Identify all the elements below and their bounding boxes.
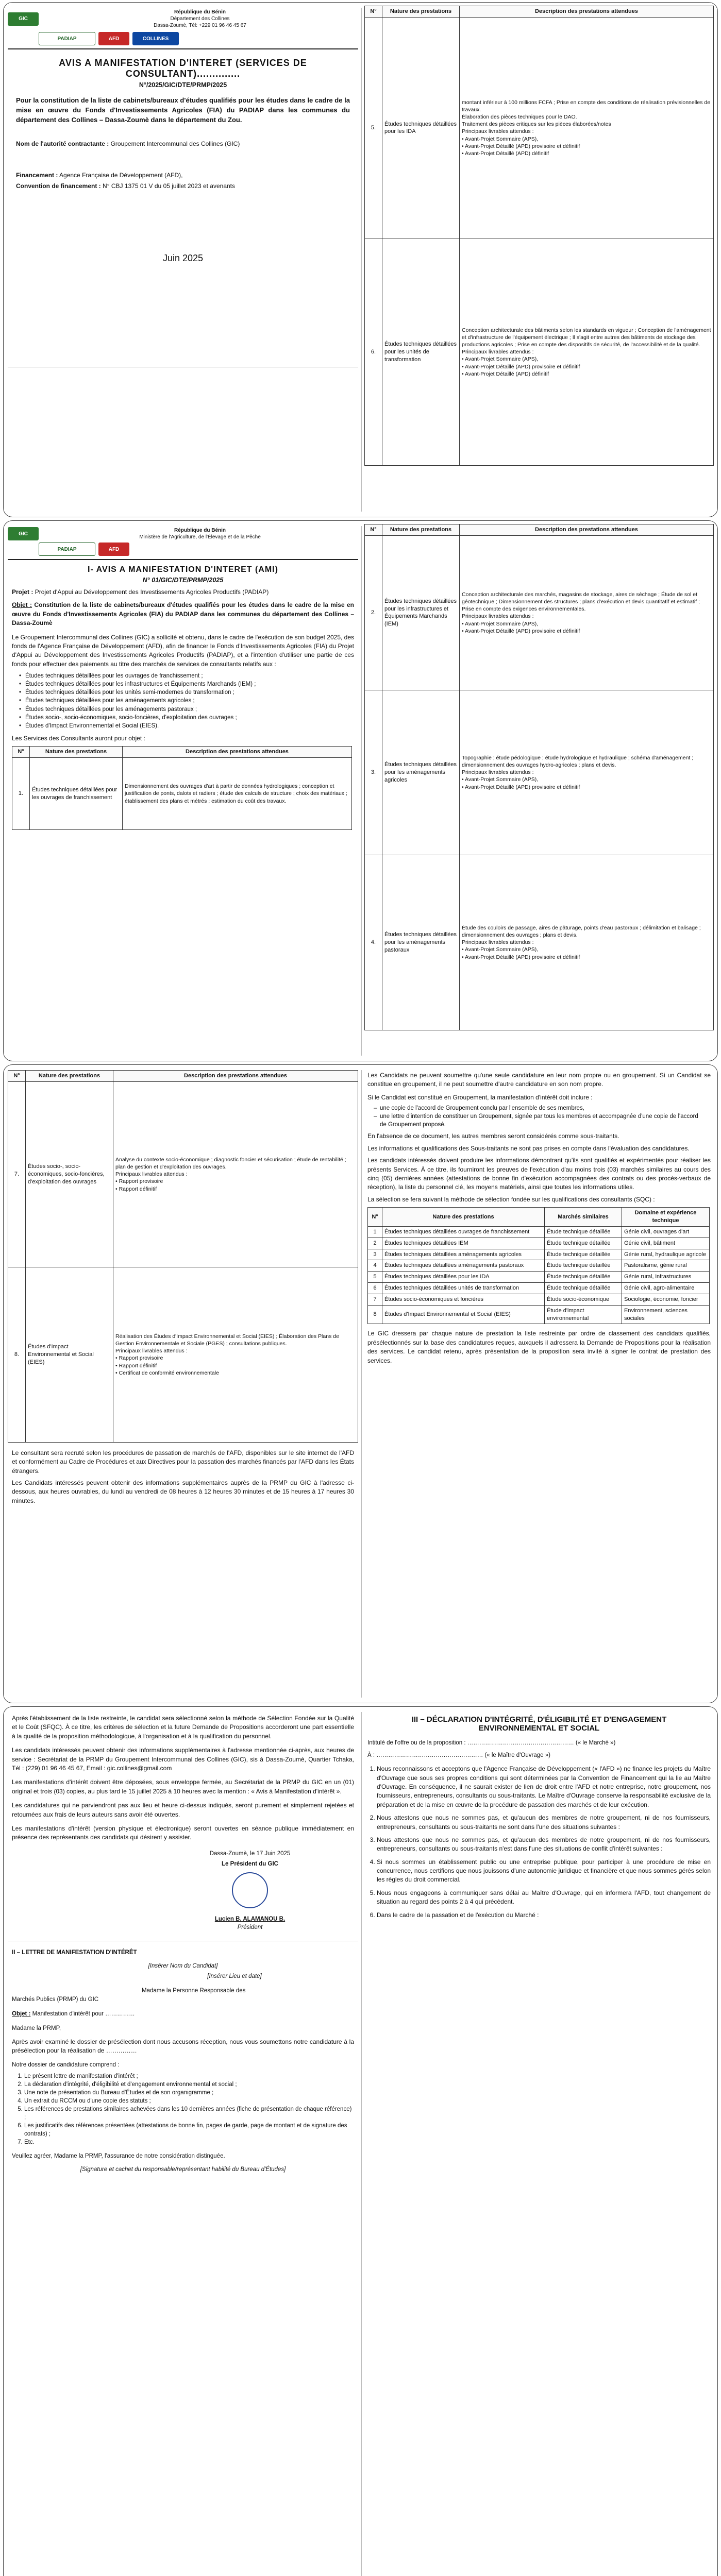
table1-row1-desc: montant inférieur à 100 millions FCFA ; Prise en compte des conditions de réalisation prévisionnelles de travaux. Élaboration des pièces techniques pour le DAO. Traitement des pièces critiques sur les pièces élaborées/notes Principaux livrables attendus : • Avant-Projet Sommaire (APS), • Avant-Projet Détaillé (APD) provisoire et définitif • Avant-Projet Détaillé (APD) définitif <box>460 17 714 239</box>
qual-cell-nature: Études techniques détaillées pour les IDA <box>382 1272 545 1283</box>
qual-cell-exp: Génie civil, bâtiment <box>622 1238 710 1249</box>
bottom-p12: Après l'établissement de la liste restreinte, le candidat sera sélectionné selon la méthode de Sélection Fondée sur la Qualité et le Coût (SFQC). À ce titre, les critères de sélection et la future Demande de Propositions accorderont une part essentielle à la qualité de la proposition méthodologique, à l'organisation et à la qualification du personnel. <box>12 1715 354 1740</box>
table3-row1-desc: Conception architecturale des marchés, magasins de stockage, aires de séchage ; Étude de sol et géotechnique ; Dimensionnement des structures ; plans d'exécution et devis quantitatif et estimatif ; Prise en compte des exigences environnementales. Principaux livrables attendus : • Avant-Projet Sommaire (APS), • Avant-Projet Détaillé (APD) provisoire et définitif <box>460 535 714 690</box>
qual-cell-sim: Étude d'impact environnemental <box>545 1305 622 1324</box>
table-row <box>368 1272 710 1283</box>
qual-cell-n: 4 <box>368 1260 382 1272</box>
qual-cell-nature: Études d'Impact Environnemental et Social (EIES) <box>382 1305 545 1324</box>
qual-cell-sim: Étude socio-économique <box>545 1294 622 1305</box>
sign-name: Lucien B. ALAMANOU B. <box>214 1916 286 1922</box>
table4-header-nature: Nature des prestations <box>26 1071 113 1082</box>
table4-row1-nature: Études socio-, socio-économiques, socio-foncières, d'exploitation des ouvrages <box>26 1081 113 1267</box>
table-row <box>365 690 714 855</box>
header-text-block <box>42 9 358 29</box>
table1-row1-n: 5. <box>365 17 382 239</box>
financing-label: Financement : <box>16 171 58 179</box>
letter-object-label: Objet : <box>12 2010 31 2017</box>
qual-cell-n: 8 <box>368 1305 382 1324</box>
notice1-object: Pour la constitution de la liste de cabinets/bureaux d'études qualifiés pour les études dans le cadre de la mise en œuvre du Fonds d'Investissements Agricoles (FIA) du PADIAP dans les communes du département des Collines – Dassa-Zoumè dans le département du Zou. <box>16 96 350 124</box>
list-item: 1. Le présent lettre de manifestation d'intérêt ; <box>24 2072 354 2080</box>
notice1-title: AVIS A MANIFESTATION D'INTERET (SERVICES DE CONSULTANT).............. <box>59 58 307 79</box>
column-divider <box>361 1070 362 1698</box>
left-column <box>8 1068 358 1700</box>
qual-cell-sim: Étude technique détaillée <box>545 1226 622 1238</box>
list-item: • Études techniques détaillées pour les aménagements agricoles ; <box>18 697 348 705</box>
table3-row1-n: 2. <box>365 535 382 690</box>
right1-p7: Les candidats intéressés doivent produire les informations démontrant qu'ils sont qualifiés et expérimentés pour réaliser les présents Services. À ce titre, ils fourniront les preuves de l'exécution d'au moins trois (03) marchés similaires au cours des cinq (05) dernières années (attestations de bonne fin d'exécution accompagnées des contrats ou des procès-verbaux de réception), la liste du personnel clé, les moyens matériels, ainsi que toutes les informations utiles. <box>367 1157 711 1191</box>
project-label: Projet : <box>12 588 33 596</box>
object2-label: Objet : <box>12 601 32 609</box>
letter-docs-list <box>24 2072 354 2147</box>
list-item: • Études techniques détaillées pour les aménagements pastoraux ; <box>18 705 348 714</box>
table-row <box>368 1283 710 1294</box>
column-divider <box>361 1712 362 2576</box>
table2-row1-nature: Études techniques détaillées pour les ouvrages de franchissement <box>30 758 123 830</box>
table-row <box>365 535 714 690</box>
qual-cell-n: 3 <box>368 1249 382 1260</box>
right1-p8: La sélection se fera suivant la méthode de sélection fondée sur les qualifications des consultants (SQC) : <box>367 1195 655 1203</box>
letter-to-1: Madame la Personne Responsable des <box>142 1988 246 1994</box>
study-list <box>18 672 348 730</box>
notice1-date: Juin 2025 <box>162 252 204 263</box>
table4-row1-desc: Analyse du contexte socio-économique ; diagnostic foncier et sécurisation ; étude de rentabilité ; plan de gestion et d'exploitation des ouvrages. Principaux livrables attendus : • Rapport provisoire • Rapport définitif <box>113 1081 358 1267</box>
qual-cell-nature: Études socio-économiques et foncières <box>382 1294 545 1305</box>
list-item: 4. Un extrait du RCCM ou d'une copie des statuts ; <box>24 2097 354 2105</box>
header-republic: République du Bénin <box>174 9 226 15</box>
qual-header-n: N° <box>368 1208 382 1227</box>
bottom-p14: Les manifestations d'intérêt doivent être déposées, sous enveloppe fermée, au Secrétariat de la PRMP du GIC en un (01) original et trois (03) copies, au plus tard le 15 juillet 2025 à 10 heures avec la mention : « Avis à Manifestation d'intérêt ». <box>12 1778 354 1795</box>
authority-label: Nom de l'autorité contractante : <box>16 140 109 147</box>
group-docs-list <box>373 1104 706 1129</box>
gic-logo: GIC <box>8 527 39 540</box>
left-column <box>8 1710 358 2576</box>
declaration-items <box>377 1765 711 1920</box>
table4-row2-n: 8. <box>8 1267 26 1442</box>
table4-header-desc: Description des prestations attendues <box>113 1071 358 1082</box>
table4-row2-nature: Études d'Impact Environnemental et Social (EIES) <box>26 1267 113 1442</box>
letter-sign: [Signature et cachet du responsable/représentant habilité du Bureau d'Études] <box>80 2166 286 2173</box>
table3-header-n: N° <box>365 524 382 536</box>
table3-header-desc: Description des prestations attendues <box>460 524 714 536</box>
qualification-table <box>367 1207 710 1324</box>
table2-row1-desc: Dimensionnement des ouvrages d'art à partir de données hydrologiques ; conception et justification de ponts, dalots et radiers ; étude des calculs de structure ; choix des matériaux ; établissement des plans et métrés ; estimation du coût des travaux. <box>123 758 352 830</box>
table2 <box>12 746 352 830</box>
table3 <box>364 524 714 1030</box>
signature-block <box>142 1850 358 1931</box>
afd-logo: AFD <box>98 32 129 45</box>
list-item: 5. Nous nous engageons à communiquer sans délai au Maître d'Ouvrage, qui en informera l'AFD, tout changement de situation au regard des points 2 à 4 qui précèdent. <box>377 1889 711 1907</box>
collines-logo: COLLINES <box>132 32 179 45</box>
table-row <box>368 1249 710 1260</box>
qual-header-nature: Nature des prestations <box>382 1208 545 1227</box>
qual-cell-exp: Pastoralisme, génie rural <box>622 1260 710 1272</box>
letter-to-2: Marchés Publics (PRMP) du GIC <box>12 1996 99 2003</box>
list-item: 6. Dans le cadre de la passation et de l'exécution du Marché : <box>377 1911 711 1920</box>
convention-value: N° CBJ 1375 01 V du 05 juillet 2023 et avenants <box>103 182 235 190</box>
right-column <box>364 524 714 1058</box>
left-column <box>8 524 358 1058</box>
notice2-p2: Les Services des Consultants auront pour objet : <box>12 734 145 742</box>
table3-row3-n: 4. <box>365 855 382 1030</box>
sign-role: Le Président du GIC <box>222 1860 278 1867</box>
table4-header-n: N° <box>8 1071 26 1082</box>
qual-cell-nature: Études techniques détaillées ouvrages de franchissement <box>382 1226 545 1238</box>
official-stamp <box>142 1872 358 1911</box>
table-row <box>365 855 714 1030</box>
list-item: – une copie de l'accord de Groupement conclu par l'ensemble de ses membres, <box>373 1104 706 1112</box>
qual-cell-n: 7 <box>368 1294 382 1305</box>
qual-cell-exp: Génie civil, agro-alimentaire <box>622 1283 710 1294</box>
qual-cell-exp: Sociologie, économie, foncier <box>622 1294 710 1305</box>
list-item: • Études techniques détaillées pour les unités semi-modernes de transformation ; <box>18 688 348 697</box>
authority-value: Groupement Intercommunal des Collines (GIC) <box>110 140 240 147</box>
table2-header-n: N° <box>12 747 30 758</box>
column-divider <box>361 526 362 1056</box>
object2-value: Constitution de la liste de cabinets/bureaux d'études qualifiés pour les études dans le cadre de la mise en œuvre du Fonds d'Investissements Agricoles (FIA) du PADIAP dans les communes du département des Collines – Dassa-Zoumè <box>12 601 354 627</box>
right1-p4: Si le Candidat est constitué en Groupement, la manifestation d'intérêt doit inclure : <box>367 1093 593 1101</box>
qual-cell-exp: Génie civil, ouvrages d'art <box>622 1226 710 1238</box>
table1-row1-nature: Études techniques détaillées pour les IDA <box>382 17 460 239</box>
sign-place: Dassa-Zoumè, le 17 Juin 2025 <box>209 1850 291 1857</box>
table-row <box>368 1294 710 1305</box>
notice2-p1: Le Groupement Intercommunal des Collines (GIC) a sollicité et obtenu, dans le cadre de l'exécution de son budget 2025, des fonds de l'Agence Française de Développement (AFD), afin de financer le Fonds d'Investissements Agricoles (FIA) du Projet d'Appui au Développement des Investissements Agricoles Productifs (PADIAP), et a l'intention d'utiliser une partie de ces fonds pour effectuer des paiements au titre des marchés de services de consultants relatifs aux : <box>12 633 355 668</box>
right-column <box>364 1068 714 1700</box>
afd-logo: AFD <box>98 543 129 556</box>
letter-salute: Madame la PRMP, <box>12 2025 61 2031</box>
list-item: • Études d'Impact Environnemental et Social (EIES). <box>18 722 348 730</box>
header-rule <box>8 48 358 49</box>
table3-header-nature: Nature des prestations <box>382 524 460 536</box>
padiap-logo: PADIAP <box>39 32 95 45</box>
right-column <box>364 1710 714 2576</box>
sign-title: Président <box>237 1924 263 1931</box>
qual-cell-nature: Études techniques détaillées aménagements pastoraux <box>382 1260 545 1272</box>
table-row <box>8 1081 358 1267</box>
bottom-p13: Les candidats intéressés peuvent obtenir des informations supplémentaires à l'adresse mentionnée ci-après, aux heures de service : Secrétariat de la PRMP du Groupement Intercommunal des Collines (GIC), sis à Dassa-Zoumè, Quartier Tchaka, Tél : (229) 01 96 46 45 67, Email : gic.collines@gmail.com <box>12 1747 354 1772</box>
table3-row3-desc: Étude des couloirs de passage, aires de pâturage, points d'eau pastoraux ; délimitation et balisage ; dimensionnement des ouvrages ; plans et devis. Principaux livrables attendus : • Avant-Projet Sommaire (APS), • Avant-Projet Détaillé (APD) provisoire et définitif <box>460 855 714 1030</box>
qual-header-exp: Domaine et expérience technique <box>622 1208 710 1227</box>
table3-row2-nature: Études techniques détaillées pour les aménagements agricoles <box>382 690 460 855</box>
column-divider <box>361 8 362 512</box>
partner-logos <box>39 543 327 556</box>
page-panel-2 <box>3 520 718 1061</box>
list-item: 2. Nous attestons que nous ne sommes pas, et qu'aucun des membres de notre groupement, ni de nos fournisseurs, entrepreneurs, consultants ou sous-traitants ne sont dans l'une des situations suivantes : <box>377 1814 711 1832</box>
qual-cell-nature: Études techniques détaillées aménagements agricoles <box>382 1249 545 1260</box>
declaration-intitule: Intitulé de l'offre ou de la proposition : ……………………………………………… (« le Marché ») <box>367 1740 616 1746</box>
table1-header-nature: Nature des prestations <box>382 6 460 18</box>
list-item: 3. Une note de présentation du Bureau d'Études et de son organigramme ; <box>24 2089 354 2097</box>
table2-header-nature: Nature des prestations <box>30 747 123 758</box>
left-column <box>8 6 358 514</box>
right1-p6: Les informations et qualifications des Sous-traitants ne sont pas prises en compte dans l'évaluation des candidatures. <box>367 1144 690 1152</box>
list-item: 4. Si nous sommes un établissement public ou une entreprise publique, pour participer à une procédure de mise en concurrence, nous certifions que nous jouissons d'une autonomie juridique et financière et que nous sommes gérés selon les règles du droit commercial. <box>377 1858 711 1885</box>
notice1-ref: N°/2025/GIC/DTE/PRMP/2025 <box>139 81 227 89</box>
qual-cell-exp: Génie rural, hydraulique agricole <box>622 1249 710 1260</box>
list-item: • Études techniques détaillées pour les ouvrages de franchissement ; <box>18 672 348 680</box>
table2-header-desc: Description des prestations attendues <box>123 747 352 758</box>
qual-cell-sim: Étude technique détaillée <box>545 1283 622 1294</box>
convention-label: Convention de financement : <box>16 182 101 190</box>
list-item: • Études techniques détaillées pour les infrastructures et Équipements Marchands (IEM) ; <box>18 680 348 688</box>
table-row <box>368 1305 710 1324</box>
letter-body2: Notre dossier de candidature comprend : <box>12 2061 120 2068</box>
table-row <box>368 1260 710 1272</box>
qual-cell-n: 5 <box>368 1272 382 1283</box>
gic-logo: GIC <box>8 12 39 26</box>
header-ministry: Ministère de l'Agriculture, de l'Élevage et de la Pêche <box>139 534 261 540</box>
notice2-ref: N° 01/GIC/DTE/PRMP/2025 <box>142 577 224 584</box>
declaration-heading: III – DÉCLARATION D'INTÉGRITÉ, D'ÉLIGIBILITÉ ET D'ENGAGEMENT ENVIRONNEMENTAL ET SOCIAL <box>411 1715 667 1733</box>
list-item: 2. La déclaration d'intégrité, d'éligibilité et d'engagement environnemental et social ; <box>24 2080 354 2089</box>
declaration-to: À : ……………………………………………… (« le Maître d'Ouvrage ») <box>367 1752 550 1759</box>
header-republic: République du Bénin <box>174 528 226 533</box>
page-panel-3 <box>3 1064 718 1703</box>
qual-cell-nature: Études techniques détaillées IEM <box>382 1238 545 1249</box>
page-panel-4 <box>3 1706 718 2576</box>
letter-closing: Veuillez agréer, Madame la PRMP, l'assurance de notre considération distinguée. <box>12 2153 225 2159</box>
right1-p9: Le GIC dressera par chaque nature de prestation la liste restreinte par ordre de classement des candidats qualifiés, présélectionnés sur la base des candidatures reçues, auxquels il adressera la Demande de Propositions pour la réalisation des services. Le candidat retenu, après présentation de la proposition sera invité à signer le contrat de prestation des services. <box>367 1330 711 1364</box>
table4-row1-n: 7. <box>8 1081 26 1267</box>
bottom-p16: Les manifestations d'intérêt (version physique et électronique) seront ouvertes en séance publique immédiatement en présence des représentants des candidats qui désirent y assister. <box>12 1824 354 1841</box>
qual-header-sim: Marchés similaires <box>545 1208 622 1227</box>
table1 <box>364 6 714 466</box>
letter-object: Manifestation d'intérêt pour …………… <box>32 2010 135 2017</box>
table-row <box>8 1267 358 1442</box>
letter-heading: II – LETTRE DE MANIFESTATION D'INTÉRÊT <box>12 1950 137 1956</box>
table2-row1-n: 1. <box>12 758 30 830</box>
header-address: Dassa-Zoumè, Tél: +229 01 96 46 45 67 <box>154 23 246 28</box>
header-dept: Département des Collines <box>170 16 230 22</box>
list-item: 7. Etc. <box>24 2138 354 2146</box>
right1-p3: Les Candidats ne peuvent soumettre qu'une seule candidature en leur nom propre ou en groupement. Si un Candidat se constitue en groupement, il ne peut soumettre d'autre candidature en son nom propre. <box>367 1072 711 1088</box>
table-row <box>12 758 352 830</box>
qualification-table-body <box>368 1226 710 1324</box>
table1-row2-n: 6. <box>365 239 382 465</box>
qual-cell-sim: Étude technique détaillée <box>545 1260 622 1272</box>
table4-row2-desc: Réalisation des Études d'Impact Environnemental et Social (EIES) ; Élaboration des Plans de Gestion Environnementale et Sociale (PGES) ; consultations publiques. Principaux livrables attendus : • Rapport provisoire • Rapport définitif • Certificat de conformité environnementale <box>113 1267 358 1442</box>
list-item: • Études socio-, socio-économiques, socio-foncières, d'exploitation des ouvrages ; <box>18 714 348 722</box>
qual-cell-n: 2 <box>368 1238 382 1249</box>
letter-body1: Après avoir examiné le dossier de présélection dont nous accusons réception, nous vous soumettons notre candidature à la présélection pour la réalisation de …………… <box>12 2038 354 2055</box>
bottom-p10: Le consultant sera recruté selon les procédures de passation de marchés de l'AFD, disponibles sur le site internet de l'AFD et conformément au Cadre de Procédures et aux Directives pour la passation des marchés financés par l'AFD dans les États étrangers. <box>12 1449 354 1475</box>
qual-cell-sim: Étude technique détaillée <box>545 1238 622 1249</box>
qual-cell-exp: Génie rural, infrastructures <box>622 1272 710 1283</box>
right-column <box>364 6 714 514</box>
table3-row1-nature: Études techniques détaillées pour les infrastructures et Équipements Marchands (IEM) <box>382 535 460 690</box>
financing-value: Agence Française de Développement (AFD), <box>59 171 183 179</box>
list-item: 1. Nous reconnaissons et acceptons que l'Agence Française de Développement (« l'AFD ») ne finance les projets du Maître d'Ouvrage que sous ses propres conditions qui sont déterminées par la Convention de Financement qui la lie au Maître d'Ouvrage. En conséquence, il ne saurait exister de lien de droit entre l'AFD et notre entreprise, notre groupement, nos fournisseurs, entrepreneurs, consultants ou sous-traitants. Le Maître d'Ouvrage conserve la responsabilité exclusive de la préparation et de la mise en œuvre de la procédure de passation des marchés et de leur exécution. <box>377 1765 711 1809</box>
table1-header-n: N° <box>365 6 382 18</box>
table1-header-desc: Description des prestations attendues <box>460 6 714 18</box>
list-item: 5. Les références de prestations similaires achevées dans les 10 dernières années (fiche de présentation de chaque référence) ; <box>24 2105 354 2122</box>
notice2-title: I- AVIS A MANIFESTATION D'INTERET (AMI) <box>88 565 278 574</box>
table-row <box>368 1238 710 1249</box>
letter-placeholder-place: [Insérer Lieu et date] <box>207 1973 262 1980</box>
list-item: – une lettre d'intention de constituer un Groupement, signée par tous les membres et accompagnée d'une copie de l'accord de Groupement proposé. <box>373 1112 706 1129</box>
qual-cell-n: 1 <box>368 1226 382 1238</box>
project-value: Projet d'Appui au Développement des Investissements Agricoles Productifs (PADIAP) <box>35 588 269 596</box>
table4 <box>8 1070 358 1443</box>
qual-cell-n: 6 <box>368 1283 382 1294</box>
bottom-p15: Les candidatures qui ne parviendront pas aux lieu et heure ci-dessus indiqués, seront purement et simplement rejetées et retournées aux frais de leurs auteurs sans avoir été ouvertes. <box>12 1802 354 1818</box>
table-row <box>365 239 714 465</box>
table3-row2-n: 3. <box>365 690 382 855</box>
table-row <box>365 17 714 239</box>
header-logos <box>8 9 358 29</box>
qual-cell-sim: Étude technique détaillée <box>545 1249 622 1260</box>
qual-cell-nature: Études techniques détaillées unités de transformation <box>382 1283 545 1294</box>
table3-row3-nature: Études techniques détaillées pour les aménagements pastoraux <box>382 855 460 1030</box>
partner-logos <box>39 32 327 45</box>
header-logos <box>8 527 358 540</box>
right1-p5: En l'absence de ce document, les autres membres seront considérés comme sous-traitants. <box>367 1132 619 1140</box>
table1-row2-desc: Conception architecturale des bâtiments selon les standards en vigueur ; Conception de l'aménagement et d'infrastructure de l'équipement électrique ; Il s'agit entre autres des bâtiments de stockage des productions agricoles ; Prise en compte des dispositifs de sécurité, de l'accessibilité et de la qualité. Principaux livrables attendus : • Avant-Projet Sommaire (APS), • Avant-Projet Détaillé (APD) provisoire et définitif • Avant-Projet Détaillé (APD) définitif <box>460 239 714 465</box>
bottom-p11: Les Candidats intéressés peuvent obtenir des informations supplémentaires auprès de la PRMP du GIC à l'adresse ci-dessous, aux heures ouvrables, du lundi au vendredi de 08 heures à 12 heures 30 minutes et de 15 heures à 17 heures 30 minutes. <box>12 1479 354 1504</box>
table1-row2-nature: Études techniques détaillées pour les unités de transformation <box>382 239 460 465</box>
page-panel-1 <box>3 2 718 517</box>
list-item: 6. Les justificatifs des références présentées (attestations de bonne fin, pages de garde, page de montant et de signature des contrats) ; <box>24 2122 354 2138</box>
table-row <box>368 1226 710 1238</box>
list-item: 3. Nous attestons que nous ne sommes pas, et qu'aucun des membres de notre groupement, ni de nos fournisseurs, entrepreneurs, consultants ou sous-traitants n'est dans l'une des situations de conflit d'intérêt suivantes : <box>377 1836 711 1854</box>
qual-cell-sim: Étude technique détaillée <box>545 1272 622 1283</box>
qual-cell-exp: Environnement, sciences sociales <box>622 1305 710 1324</box>
letter-placeholder-name: [Insérer Nom du Candidat] <box>148 1963 218 1970</box>
padiap-logo: PADIAP <box>39 543 95 556</box>
table3-row2-desc: Topographie ; étude pédologique ; étude hydrologique et hydraulique ; schéma d'aménagement ; dimensionnement des ouvrages hydro-agricoles ; plans et devis. Principaux livrables attendus : • Avant-Projet Sommaire (APS), • Avant-Projet Détaillé (APD) provisoire et définitif <box>460 690 714 855</box>
